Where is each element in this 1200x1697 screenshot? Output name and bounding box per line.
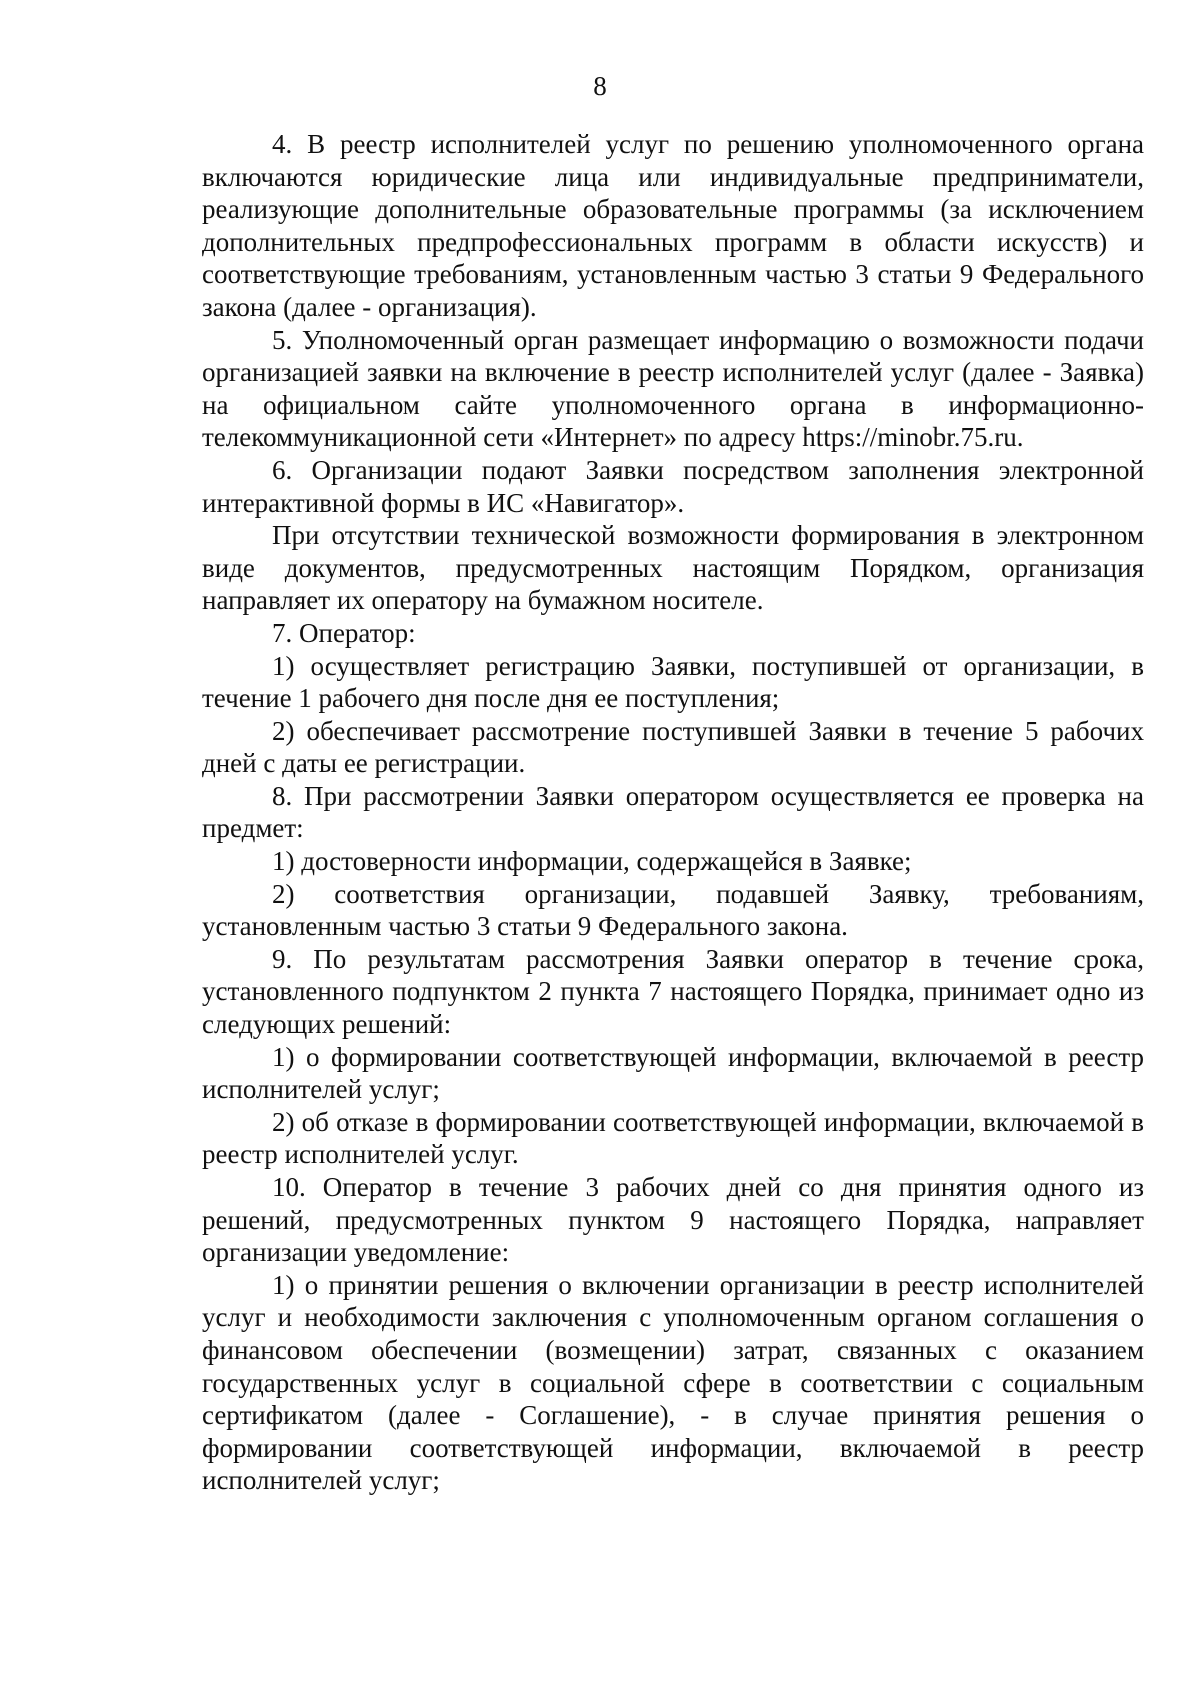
paragraph-8-item-1: 1) достоверности информации, содержащейся в Заявке; bbox=[272, 846, 912, 877]
paragraph-8-item-2: 2) соответствия организации, подавшей Заявку, требованиям, установленным частью 3 статьи 9 Федерального закона. bbox=[202, 878, 1144, 942]
page-number: 8 bbox=[593, 71, 607, 101]
document-body bbox=[202, 128, 1144, 1497]
paragraph-8: 8. При рассмотрении Заявки оператором осуществляется ее проверка на предмет: bbox=[202, 780, 1144, 844]
paragraph-10-item-1: 1) о принятии решения о включении организации в реестр исполнителей услуг и необходимости заключения с уполномоченным органом соглашения о финансовом обеспечении (возмещении) затрат, связанных с оказанием государственных услуг в социальной сфере в соответствии с социальным сертификатом (далее - Соглашение), - в случае принятия решения о формировании соответствующей информации, включаемой в реестр исполнителей услуг; bbox=[202, 1269, 1144, 1496]
paragraph-10: 10. Оператор в течение 3 рабочих дней со дня принятия одного из решений, предусмотренных пунктом 9 настоящего Порядка, направляет организации уведомление: bbox=[202, 1172, 1144, 1268]
paragraph-5: 5. Уполномоченный орган размещает информацию о возможности подачи организацией заявки на включение в реестр исполнителей услуг (далее - Заявка) на официальном сайте уполномоченного органа в информационно-телекоммуникационной сети «Интернет» по адресу https://minobr.75.ru. bbox=[202, 324, 1144, 453]
paragraph-9-item-1: 1) о формировании соответствующей информации, включаемой в реестр исполнителей услуг; bbox=[202, 1041, 1144, 1105]
paragraph-7-item-1: 1) осуществляет регистрацию Заявки, поступившей от организации, в течение 1 рабочего дня после дня ее поступления; bbox=[202, 650, 1144, 714]
paragraph-9: 9. По результатам рассмотрения Заявки оператор в течение срока, установленного подпунктом 2 пункта 7 настоящего Порядка, принимает одно из следующих решений: bbox=[202, 943, 1144, 1040]
paragraph-6-note: При отсутствии технической возможности формирования в электронном виде документов, предусмотренных настоящим Порядком, организация направляет их оператору на бумажном носителе. bbox=[202, 520, 1144, 616]
paragraph-4: 4. В реестр исполнителей услуг по решению уполномоченного органа включаются юридические лица или индивидуальные предприниматели, реализующие дополнительные образовательные программы (за исключением дополнительных предпрофессиональных программ в области искусств) и соответствующие требованиям, установленным частью 3 статьи 9 Федерального закона (далее - организация). bbox=[202, 129, 1144, 322]
paragraph-6: 6. Организации подают Заявки посредством заполнения электронной интерактивной формы в ИС «Навигатор». bbox=[202, 454, 1144, 518]
paragraph-7-item-2: 2) обеспечивает рассмотрение поступившей Заявки в течение 5 рабочих дней с даты ее регистрации. bbox=[202, 715, 1144, 779]
paragraph-9-item-2: 2) об отказе в формировании соответствующей информации, включаемой в реестр исполнителей услуг. bbox=[202, 1106, 1144, 1170]
paragraph-7: 7. Оператор: bbox=[272, 617, 416, 648]
